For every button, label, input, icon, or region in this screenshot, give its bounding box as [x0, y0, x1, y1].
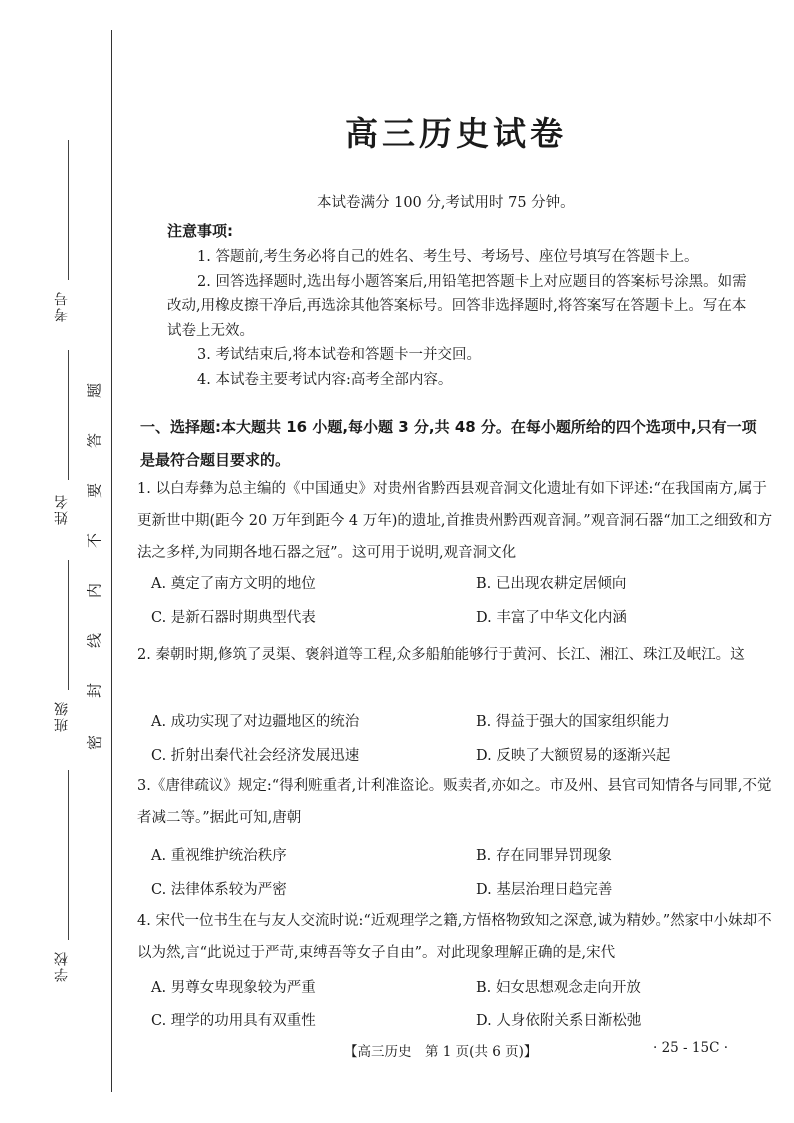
- kaohao-label: 考号: [54, 290, 70, 322]
- question-1: [137, 473, 777, 569]
- option-c: C. 理学的功用具有双重性: [151, 1013, 316, 1029]
- option-d: D. 丰富了中华文化内涵: [476, 610, 627, 626]
- option-c: C. 是新石器时期典型代表: [151, 610, 316, 626]
- option-d: D. 人身依附关系日渐松弛: [476, 1013, 642, 1029]
- section-heading: 一、选择题:本大题共 16 小题,每小题 3 分,共 48 分。在每小题所给的四个选项中,只有一项是最符合题目要求的。: [140, 418, 757, 469]
- question-stem: 2. 秦朝时期,修筑了灵渠、褒斜道等工程,众多船舶能够行于黄河、长江、湘江、珠江及岷江。这: [137, 647, 745, 663]
- option-c: C. 法律体系较为严密: [151, 882, 287, 898]
- option-b: B. 妇女思想观念走向开放: [476, 980, 641, 996]
- notice-heading: 注意事项:: [167, 222, 233, 240]
- option-b: B. 得益于强大的国家组织能力: [476, 714, 670, 730]
- question-4: [137, 905, 777, 969]
- option-c: C. 折射出秦代社会经济发展迅速: [151, 748, 360, 764]
- page-title: 高三历史试卷: [345, 114, 567, 153]
- seal-char: 封: [85, 683, 104, 699]
- question-stem: 1. 以白寿彝为总主编的《中国通史》对贵州省黔西县观音洞文化遗址有如下评述:“在我国南方,属于更新世中期(距今 20 万年到距今 4 万年)的遗址,首推贵州黔西观音洞。”观音洞石器“加工之细致和方法之多样,为同期各地石器之冠”。这可用于说明,观音洞文化: [137, 481, 773, 561]
- option-b: B. 已出现农耕定居倾向: [476, 576, 627, 592]
- question-2: [137, 639, 777, 671]
- option-b: B. 存在同罪异罚现象: [476, 848, 612, 864]
- option-a: A. 奠定了南方文明的地位: [151, 576, 316, 592]
- seal-char: 密: [85, 735, 104, 751]
- banji-underline: [68, 560, 69, 690]
- seal-char: 内: [85, 583, 104, 599]
- notice-list: [167, 245, 747, 392]
- seal-char: 不: [85, 533, 104, 549]
- seal-char: 要: [85, 483, 104, 499]
- option-d: D. 反映了大额贸易的逐渐兴起: [476, 748, 671, 764]
- xingming-underline: [68, 350, 69, 480]
- banji-label: 班级: [54, 700, 70, 732]
- page-footer: 【高三历史 第 1 页(共 6 页)】: [344, 1044, 538, 1060]
- notice-item: 4. 本试卷主要考试内容:高考全部内容。: [197, 371, 453, 388]
- xuexiao-label: 学校: [54, 950, 70, 982]
- option-d: D. 基层治理日趋完善: [476, 882, 613, 898]
- option-a: A. 成功实现了对边疆地区的统治: [151, 714, 360, 730]
- question-stem: 4. 宋代一位书生在与友人交流时说:“近观理学之籍,方悟格物致知之深意,诚为精妙。”然家中小妹却不以为然,言“此说过于严苛,束缚吾等女子自由”。对此现象理解正确的是,宋代: [137, 913, 772, 961]
- question-stem: 3.《唐律疏议》规定:“得利赃重者,计利准盗论。贩卖者,亦如之。市及州、县官司知情各与同罪,不觉者减二等。”据此可知,唐朝: [137, 778, 772, 826]
- notice-item: 1. 答题前,考生务必将自己的姓名、考生号、考场号、座位号填写在答题卡上。: [197, 249, 699, 265]
- seal-char: 答: [85, 433, 104, 449]
- option-a: A. 男尊女卑现象较为严重: [151, 980, 316, 996]
- seal-char: 线: [85, 633, 104, 649]
- notice-item: 2. 回答选择题时,选出每小题答案后,用铅笔把答题卡上对应题目的答案标号涂黑。如需改动,用橡皮擦干净后,再选涂其他答案标号。回答非选择题时,将答案写在答题卡上。写在本试卷上无效。: [167, 273, 747, 339]
- binding-line: [111, 30, 112, 1092]
- option-a: A. 重视维护统治秩序: [151, 848, 287, 864]
- xingming-label: 姓名: [54, 493, 70, 525]
- seal-char: 题: [85, 383, 104, 399]
- question-3: [137, 770, 777, 834]
- notice-item: 3. 考试结束后,将本试卷和答题卡一并交回。: [197, 347, 482, 363]
- xuexiao-underline: [68, 770, 69, 940]
- exam-code: · 25 - 15C ·: [653, 1040, 728, 1056]
- kaohao-underline: [68, 140, 69, 280]
- exam-intro: 本试卷满分 100 分,考试用时 75 分钟。: [317, 195, 575, 211]
